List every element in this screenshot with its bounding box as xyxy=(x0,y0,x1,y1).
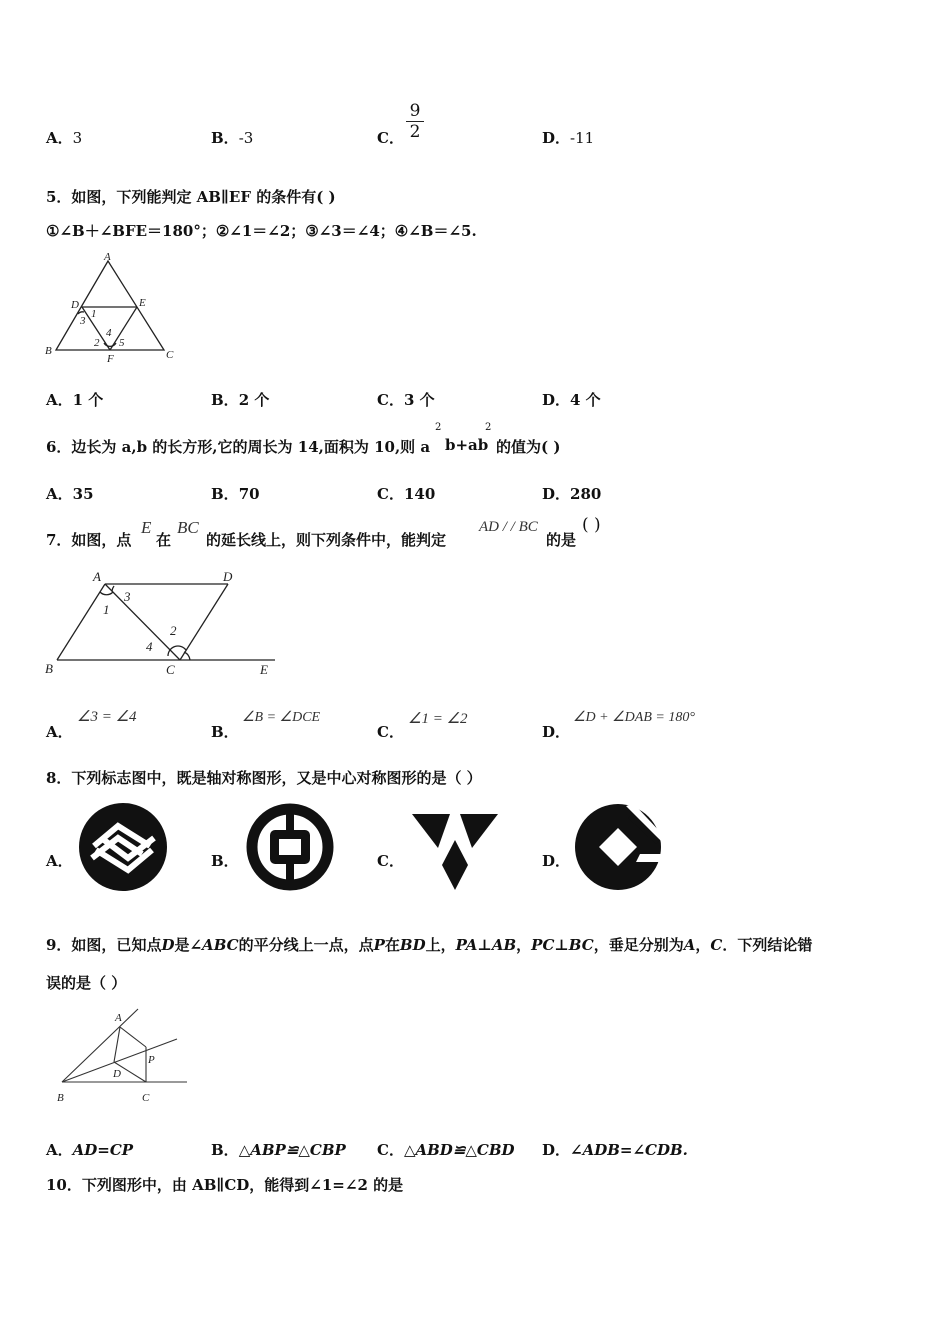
q5-label-b: B xyxy=(45,345,52,357)
q5-option-b[interactable]: B．2 个 xyxy=(211,391,270,409)
q7-segment-dc xyxy=(180,584,228,660)
q5-label-d: D xyxy=(71,299,79,311)
q7-stem-2: 在 xyxy=(156,531,172,549)
q4-option-c[interactable]: C． xyxy=(377,129,404,147)
q8-option-d[interactable]: D． xyxy=(542,852,571,870)
q7-option-d-value: ∠D + ∠DAB = 180° xyxy=(573,710,695,725)
q5-option-d[interactable]: D．4 个 xyxy=(542,391,601,409)
q6-stem-mid: b+ab xyxy=(445,436,489,454)
q9-stem-line2: 误的是（ ） xyxy=(46,974,127,992)
q8-option-a[interactable]: A． xyxy=(46,852,73,870)
q6-superscript-1: 2 xyxy=(435,422,442,433)
q7-label-d: D xyxy=(223,569,233,584)
q9-label-c: C xyxy=(142,1092,150,1104)
q7-option-d[interactable]: D． xyxy=(542,723,571,741)
q9-option-d[interactable]: D．∠ADB=∠CDB. xyxy=(542,1141,688,1159)
q9-option-c[interactable]: C．△ABD≌△CBD xyxy=(377,1141,515,1159)
q5-stem: 5．如图，下列能判定 AB∥EF 的条件有( ) xyxy=(46,188,336,206)
q9-label-a: A xyxy=(115,1012,122,1024)
q9-option-a[interactable]: A．AD=CP xyxy=(46,1141,134,1159)
q5-label-2: 2 xyxy=(94,337,100,349)
q9-segment-ad xyxy=(114,1027,120,1062)
q5-label-1: 1 xyxy=(91,308,97,320)
q9-figure xyxy=(50,1005,200,1105)
q7-label-3: 3 xyxy=(124,589,131,604)
q9-segment-ap xyxy=(120,1027,146,1047)
q9-label-d: D xyxy=(113,1068,121,1080)
q7-option-c-value: ∠1 = ∠2 xyxy=(408,711,468,727)
triangle-diamonds-logo-icon xyxy=(410,810,500,892)
q7-label-1: 1 xyxy=(103,602,110,617)
bank-of-china-logo-icon xyxy=(245,802,335,892)
q7-label-4: 4 xyxy=(146,639,153,654)
q7-option-b-value: ∠B = ∠DCE xyxy=(242,710,321,725)
q6-stem-post: 的值为( ) xyxy=(496,438,561,456)
q7-option-c[interactable]: C． xyxy=(377,723,404,741)
q10-stem: 10．下列图形中，由 AB∥CD，能得到∠1=∠2 的是 xyxy=(46,1176,404,1194)
q9-stem-line1: 9．如图，已知点D是∠ABC的平分线上一点，点P在BD上，PA⊥AB，PC⊥BC，垂足分别为A，C．下列结论错 xyxy=(46,936,813,954)
q7-option-a-value: ∠3 = ∠4 xyxy=(77,709,137,725)
q7-stem-3: 的延长线上，则下列条件中，能判定 xyxy=(206,531,447,549)
q4-option-d[interactable]: D．-11 xyxy=(542,129,595,147)
q8-stem: 8．下列标志图中，既是轴对称图形，又是中心对称图形的是（ ） xyxy=(46,769,482,787)
q6-stem: 6．边长为 a,b 的长方形,它的周长为 14,面积为 10,则 a xyxy=(46,438,431,456)
q7-label-e: E xyxy=(260,662,268,677)
q4-option-c-fraction: 9 2 xyxy=(406,101,424,142)
q5-angle-arc xyxy=(78,312,84,314)
q5-label-e: E xyxy=(139,297,146,309)
q8-option-c[interactable]: C． xyxy=(377,852,404,870)
q4-option-a[interactable]: A．3 xyxy=(46,129,83,147)
q7-angle-arc-3 xyxy=(112,586,114,591)
q5-option-c[interactable]: C．3 个 xyxy=(377,391,435,409)
construction-bank-logo-icon xyxy=(574,800,664,892)
q5-label-f: F xyxy=(107,353,114,365)
q6-option-a[interactable]: A．35 xyxy=(46,485,94,503)
q5-label-4: 4 xyxy=(106,327,112,339)
q7-option-b[interactable]: B． xyxy=(211,723,239,741)
q5-label-3: 3 xyxy=(80,315,86,327)
q7-answer-paren: ( ) xyxy=(582,515,601,535)
q7-stem-4: 的是 xyxy=(546,531,577,549)
q7-label-a: A xyxy=(93,569,101,584)
q7-segment-ab xyxy=(57,584,105,660)
q7-stem-1: 7．如图，点 xyxy=(46,531,132,549)
q5-label-5: 5 xyxy=(119,337,125,349)
q6-option-d[interactable]: D．280 xyxy=(542,485,602,503)
q9-label-p: P xyxy=(148,1054,155,1066)
q9-ray-ba xyxy=(62,1009,138,1082)
q7-diagonal-ac xyxy=(105,584,180,660)
q7-angle-arc-1 xyxy=(100,592,113,595)
q9-option-b[interactable]: B．△ABP≌△CBP xyxy=(211,1141,346,1159)
q7-label-c: C xyxy=(166,662,175,677)
q5-label-a: A xyxy=(104,251,111,263)
q6-option-b[interactable]: B．70 xyxy=(211,485,260,503)
q7-segment-bc: BC xyxy=(177,518,199,537)
q7-label-2: 2 xyxy=(170,623,177,638)
q9-label-b: B xyxy=(57,1092,64,1104)
q5-conditions: ①∠B＋∠BFE＝180°；②∠1＝∠2；③∠3＝∠4；④∠B＝∠5. xyxy=(46,222,477,240)
china-mobile-logo-icon xyxy=(78,802,168,892)
q8-option-b[interactable]: B． xyxy=(211,852,239,870)
q5-option-a[interactable]: A．1 个 xyxy=(46,391,104,409)
q7-point-e: E xyxy=(141,518,152,537)
q5-label-c: C xyxy=(166,349,174,361)
q7-label-b: B xyxy=(45,661,53,676)
q6-superscript-2: 2 xyxy=(485,422,492,433)
q7-ad-parallel-bc: AD / / BC xyxy=(479,519,538,535)
q7-figure xyxy=(40,566,285,681)
q4-option-b[interactable]: B．-3 xyxy=(211,129,254,147)
q5-figure xyxy=(40,248,190,366)
q7-option-a[interactable]: A． xyxy=(46,723,73,741)
q6-option-c[interactable]: C．140 xyxy=(377,485,436,503)
